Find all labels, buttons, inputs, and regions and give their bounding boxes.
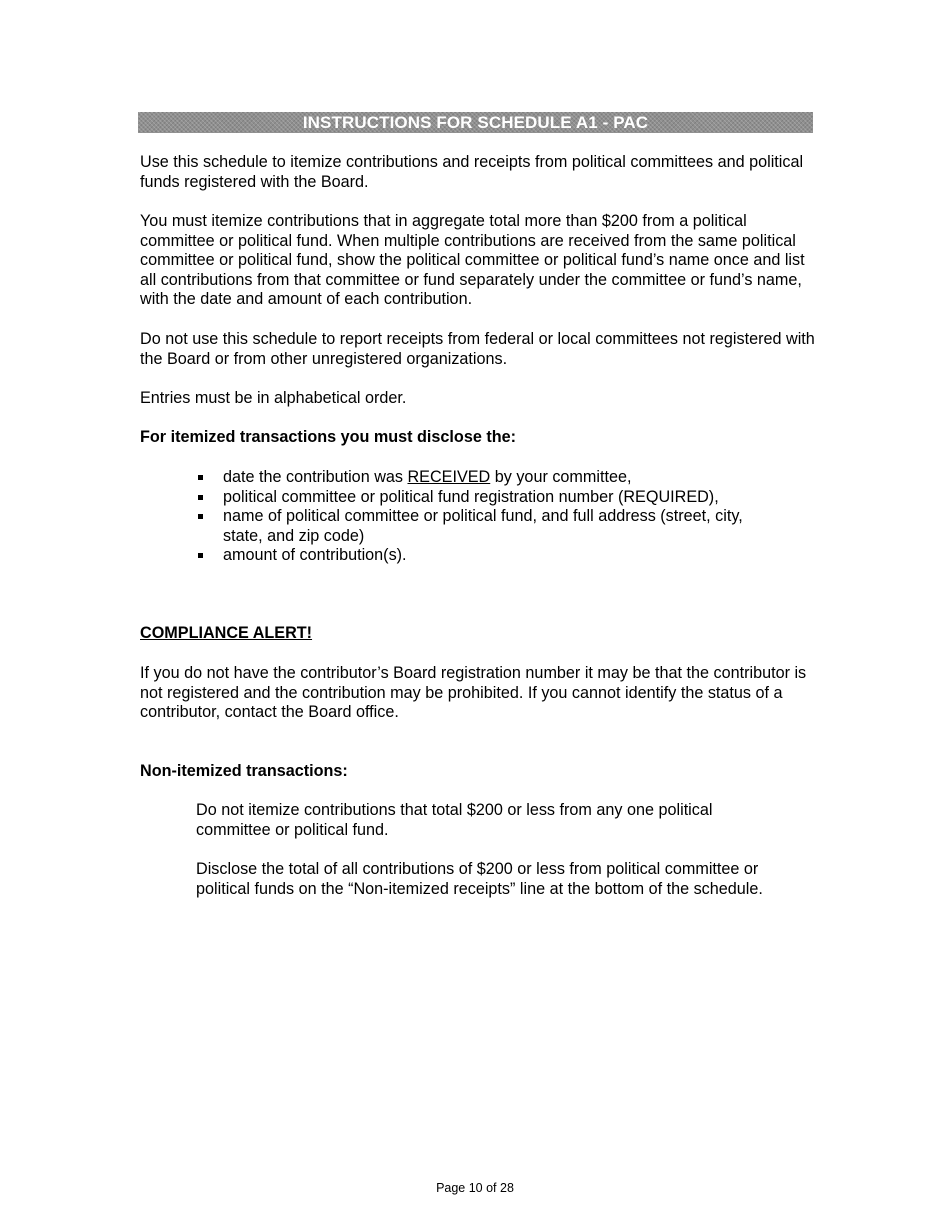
compliance-alert-heading: COMPLIANCE ALERT!: [140, 624, 313, 642]
square-bullet-icon: [198, 495, 203, 500]
square-bullet-icon: [198, 475, 203, 480]
list-item-text: name of political committee or political fund, and full address (street, city, state, and zip code): [223, 507, 743, 545]
list-item: [196, 468, 796, 488]
compliance-alert-text: If you do not have the contributor’s Board registration number it may be that the contributor is not registered and the contribution may be prohibited. If you cannot identify the status of a contributor, contact the Board office.: [140, 664, 807, 721]
received-emphasis: RECEIVED: [407, 468, 491, 486]
itemize-rule-paragraph: You must itemize contributions that in aggregate total more than $200 from a political committee or political fund. When multiple contributions are received from the same political committee or political fund, show the political committee or political fund’s name once and list all contributions from that committee or fund separately under the committee or fund’s name, with the date and amount of each contribution.: [140, 212, 805, 308]
list-item-text: amount of contribution(s).: [223, 546, 407, 564]
do-not-use-paragraph: Do not use this schedule to report receipts from federal or local committees not registered with the Board or from other unregistered organizations.: [140, 330, 815, 368]
square-bullet-icon: [198, 553, 203, 558]
disclose-heading: For itemized transactions you must disclose the:: [140, 428, 516, 446]
title-banner: [138, 112, 813, 133]
non-itemized-heading: Non-itemized transactions:: [140, 762, 348, 780]
disclosure-list: [196, 468, 796, 566]
page-number: Page 10 of 28: [436, 1181, 514, 1195]
square-bullet-icon: [198, 514, 203, 519]
intro-paragraph: Use this schedule to itemize contributions and receipts from political committees and political funds registered with the Board.: [140, 153, 804, 191]
non-itemized-paragraph-1: Do not itemize contributions that total $200 or less from any one political committee or political fund.: [196, 801, 713, 839]
list-item-text: by your committee,: [490, 468, 632, 486]
non-itemized-paragraph-2: Disclose the total of all contributions of $200 or less from political committee or political funds on the “Non-itemized receipts” line at the bottom of the schedule.: [196, 860, 763, 898]
list-item: [196, 507, 796, 546]
list-item: [196, 488, 796, 508]
list-item: [196, 546, 796, 566]
alphabetical-paragraph: Entries must be in alphabetical order.: [140, 389, 407, 407]
list-item-text: political committee or political fund registration number (REQUIRED),: [223, 487, 719, 506]
page-title: INSTRUCTIONS FOR SCHEDULE A1 - PAC: [302, 113, 649, 132]
list-item-text: date the contribution was: [223, 468, 408, 486]
